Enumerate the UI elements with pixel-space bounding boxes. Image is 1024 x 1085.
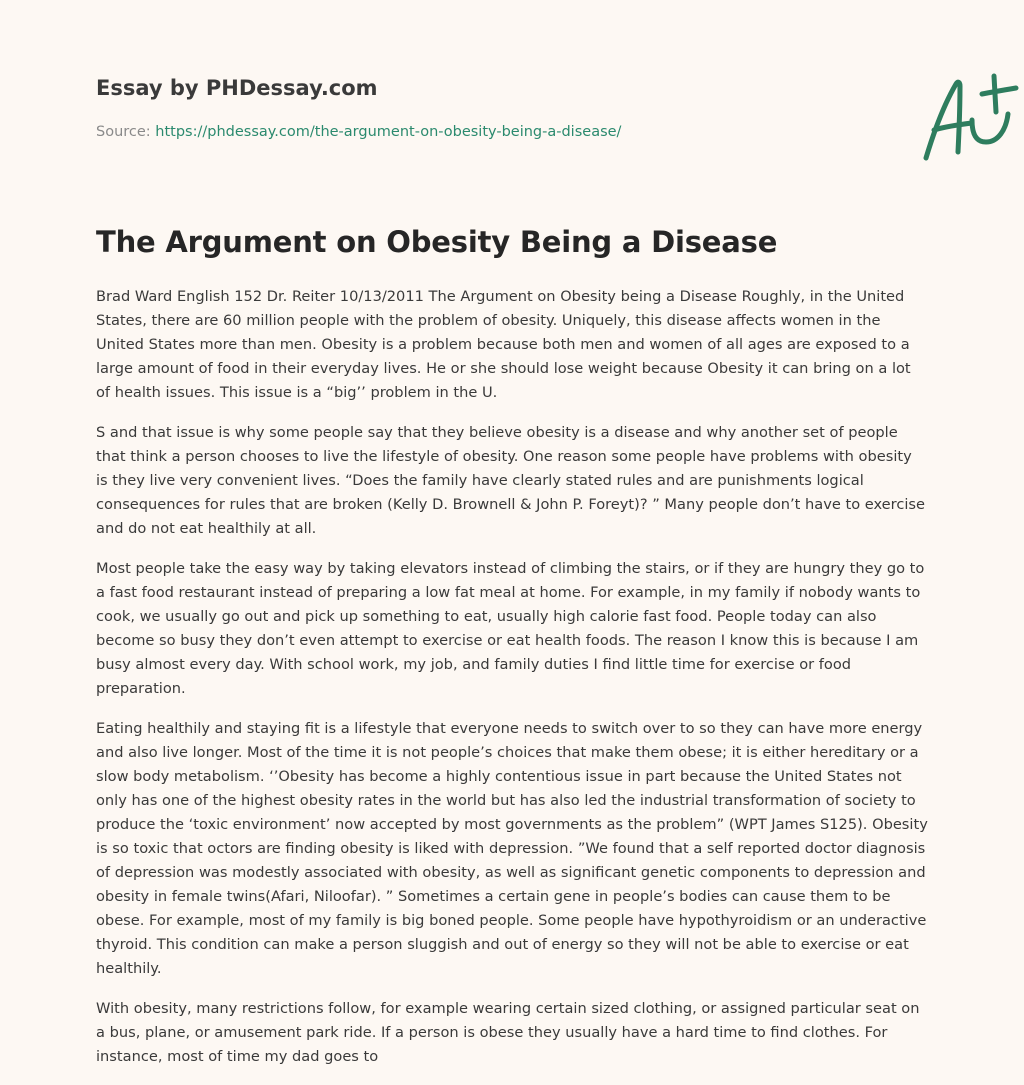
source-line bbox=[96, 124, 621, 140]
a-plus-logo-icon bbox=[918, 68, 1024, 166]
source-label: Source: bbox=[96, 124, 156, 140]
essay-paragraph: With obesity, many restrictions follow, for example wearing certain sized clothing, or assigned particular seat on a bus, plane, or amusement park ride. If a person is obese they usually have a hard time to find clothes. For instance, most of time my dad goes to bbox=[96, 1000, 920, 1065]
essay-paragraph: Brad Ward English 152 Dr. Reiter 10/13/2011 The Argument on Obesity being a Disease Roughly, in the United States, there are 60 million people with the problem of obesity. Uniquely, this disease affects women in the United States more than men. Obesity is a problem because both men and women of all ages are exposed to a large amount of food in their everyday lives. He or she should lose weight because Obesity it can bring on a lot of health issues. This issue is a “big’’ problem in the U. bbox=[96, 288, 911, 401]
essay-paragraph: S and that issue is why some people say that they believe obesity is a disease and why another set of people that think a person chooses to live the lifestyle of obesity. One reason some people have problems with obesity is they live very convenient lives. “Does the family have clearly stated rules and are punishments logical consequences for rules that are broken (Kelly D. Brownell & John P. Foreyt)? ” Many people don’t have to exercise and do not eat healthily at all. bbox=[96, 424, 925, 537]
essay-title: The Argument on Obesity Being a Disease bbox=[96, 225, 778, 259]
source-link[interactable]: https://phdessay.com/the-argument-on-obesity-being-a-disease/ bbox=[155, 124, 622, 140]
essay-body bbox=[96, 285, 928, 1085]
essay-paragraph: Most people take the easy way by taking elevators instead of climbing the stairs, or if they are hungry they go to a fast food restaurant instead of preparing a low fat meal at home. For example, in my family if nobody wants to cook, we usually go out and pick up something to eat, usually high calorie fast food. People today can also become so busy they don’t even attempt to exercise or eat health foods. The reason I know this is because I am busy almost every day. With school work, my job, and family duties I find little time for exercise or food preparation. bbox=[96, 560, 925, 697]
site-title: Essay by PHDessay.com bbox=[96, 76, 378, 100]
essay-paragraph: Eating healthily and staying fit is a lifestyle that everyone needs to switch over to so they can have more energy and also live longer. Most of the time it is not people’s choices that make them obese; it is either hereditary or a slow body metabolism. ‘’Obesity has become a highly contentious issue in part because the United States not only has one of the highest obesity rates in the world but has also led the industrial transformation of society to produce the ‘toxic environment’ now accepted by most governments as the problem” (WPT James S125). Obesity is so toxic that octors are finding obesity is liked with depression. ”We found that a self reported doctor diagnosis of depression was modestly associated with obesity, as well as significant genetic components to depression and obesity in female twins(Afari, Niloofar). ” Sometimes a certain gene in people’s bodies can cause them to be obese. For example, most of my family is big boned people. Some people have hypothyroidism or an underactive thyroid. This condition can make a person sluggish and out of energy so they will not be able to exercise or eat healthily. bbox=[96, 720, 928, 977]
